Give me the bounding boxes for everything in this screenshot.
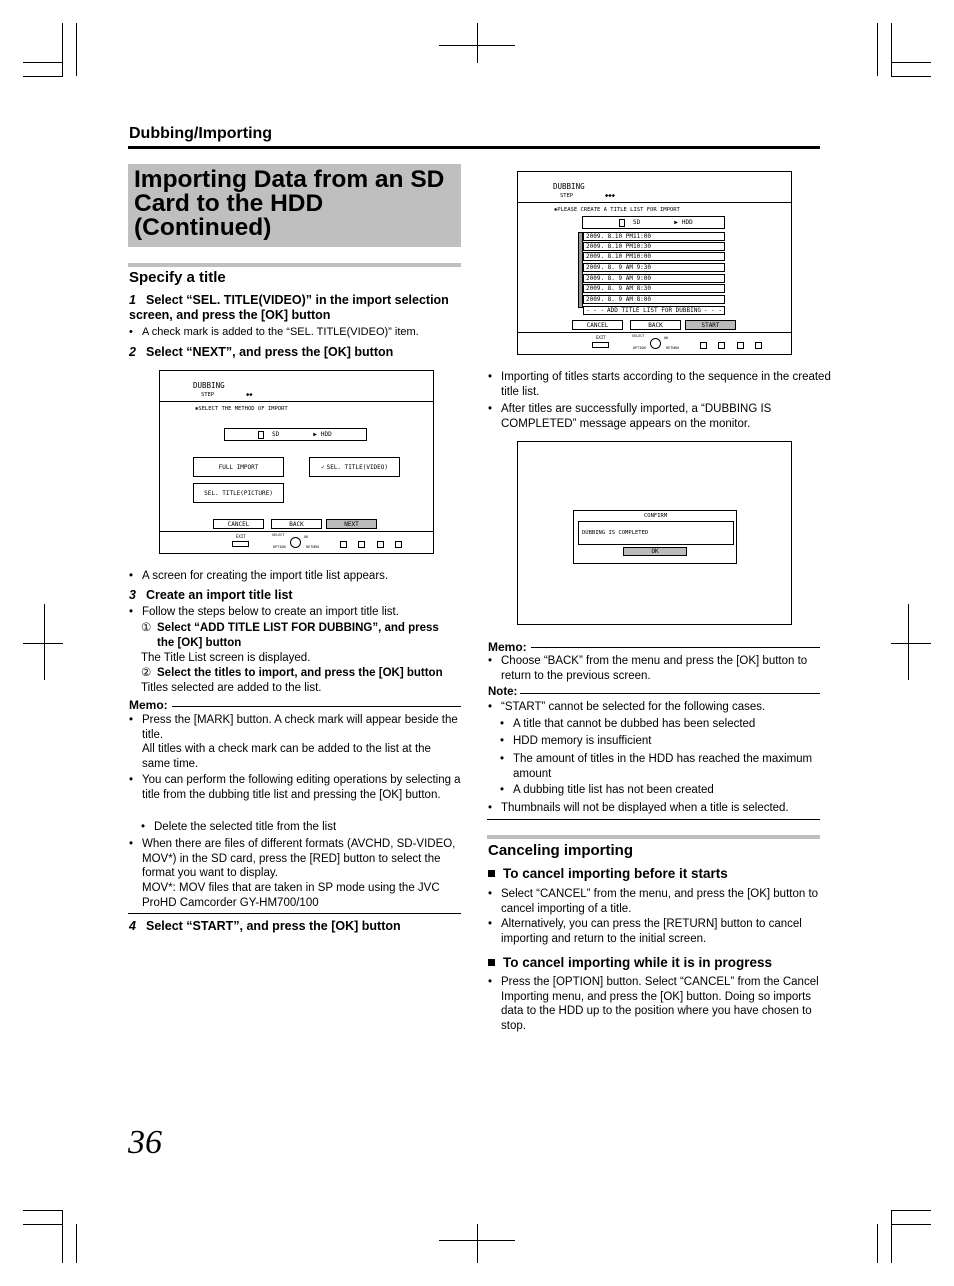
crop-mark <box>891 1210 892 1263</box>
crop-mark <box>23 643 63 644</box>
add-title-list-button[interactable] <box>583 306 725 315</box>
cancel-item: • Alternatively, you can press the [RETURN] button to cancel importing and return to the initial screen. <box>488 917 831 946</box>
substep-text: Select “ADD TITLE LIST FOR DUBBING”, and press the [OK] button <box>157 622 439 649</box>
crop-mark <box>891 643 931 644</box>
subsection-heading <box>488 955 772 970</box>
title-row[interactable]: 2009. 8. 9 AM 8:00 <box>583 295 725 304</box>
during-heading-text: To cancel importing while it is in progress <box>503 955 773 970</box>
exit-label: EXIT <box>236 534 246 539</box>
substep-2 <box>141 666 471 681</box>
title-row[interactable]: 2009. 8.10 PM11:00 <box>583 232 725 241</box>
note-subitem: • HDD memory is insufficient <box>500 734 831 749</box>
sd-card-icon <box>619 219 625 227</box>
ok-button[interactable]: OK <box>623 547 687 556</box>
screenshot-title-list <box>517 171 792 355</box>
screenshot-method-select <box>159 370 434 554</box>
sel-title-picture-button[interactable]: SEL. TITLE(PICTURE) <box>193 483 284 503</box>
step-text: Select “SEL. TITLE(VIDEO)” in the import selection screen, and press the [OK] button <box>129 293 449 322</box>
return-label: RETURN <box>666 346 679 350</box>
start-button[interactable]: START <box>685 320 736 330</box>
dpad-icon <box>650 338 661 349</box>
crop-mark <box>891 62 931 63</box>
crop-mark <box>891 1224 931 1225</box>
next-button[interactable]: NEXT <box>326 519 377 529</box>
full-import-button[interactable]: FULL IMPORT <box>193 457 284 477</box>
step-number: 1 <box>129 293 136 307</box>
ok-label: OK <box>664 336 669 340</box>
crop-mark <box>62 1210 63 1263</box>
screen-divider <box>160 531 433 532</box>
arrow-right-icon: ▶ <box>674 219 678 226</box>
memo-item: • You can perform the following editing operations by selecting a title from the dubbing title list and pressing the [OK] button. <box>129 773 472 802</box>
screen-step-dots: ◆◆◆ <box>605 193 615 199</box>
before-heading-text: To cancel importing before it starts <box>503 866 728 881</box>
memo-label: Memo: <box>129 698 168 712</box>
note-subitem: • A title that cannot be dubbed has been selected <box>500 717 831 732</box>
memo-item: • Press the [MARK] button. A check mark will appear beside the title. <box>129 713 472 742</box>
crop-mark <box>23 1224 63 1225</box>
color-key-icon <box>358 541 365 548</box>
dash-icon: - - - <box>703 307 722 314</box>
confirm-dialog <box>573 510 737 564</box>
crop-mark <box>477 23 478 63</box>
memo-item-continued: All titles with a check mark can be added to the list at the same time. <box>142 743 431 770</box>
color-key-icon <box>737 342 744 349</box>
section-bar <box>487 835 820 839</box>
step-4 <box>129 919 459 934</box>
step-3 <box>129 588 459 603</box>
memo-item: • When there are files of different formats (AVCHD, SD-VIDEO, MOV*) in the SD card, press the [RED] button to select the format you want to display. <box>129 837 472 881</box>
option-label: OPTION <box>273 545 286 549</box>
color-key-icon <box>755 342 762 349</box>
title-row[interactable]: 2009. 8. 9 AM 9:30 <box>583 263 725 272</box>
memo-rule <box>531 647 820 648</box>
exit-key-icon <box>232 541 249 547</box>
option-label: OPTION <box>633 346 646 350</box>
note-subitem: • The amount of titles in the HDD has reached the maximum amount <box>500 752 831 781</box>
memo-end-rule <box>128 913 461 914</box>
substep-2-text: Titles selected are added to the list. <box>141 682 322 694</box>
info-item: • Importing of titles starts according to the sequence in the created title list. <box>488 370 831 399</box>
return-label: RETURN <box>306 545 319 549</box>
info-item: • After titles are successfully imported, a “DUBBING IS COMPLETED” message appears on the monitor. <box>488 402 831 431</box>
check-icon: ✓ <box>320 463 325 471</box>
substep-text: Select the titles to import, and press the [OK] button <box>157 667 443 679</box>
canceling-heading: Canceling importing <box>488 842 634 859</box>
screen-step-dots: ◆◆ <box>246 392 253 398</box>
color-key-icon <box>340 541 347 548</box>
note-item: • Thumbnails will not be displayed when a title is selected. <box>488 801 831 816</box>
destination-label: HDD <box>681 219 693 226</box>
source-label: SD <box>633 219 641 226</box>
memo-subitem: • Delete the selected title from the list <box>141 820 472 835</box>
substep-marker: ② <box>141 667 152 679</box>
screen-prompt: ✱PLEASE CREATE A TITLE LIST FOR IMPORT <box>554 207 680 213</box>
step-2-note: • A screen for creating the import title list appears. <box>129 569 472 584</box>
header-rule <box>128 146 820 149</box>
screen-step: STEP <box>201 392 215 398</box>
note-end-rule <box>487 819 820 820</box>
memo-item-continued: MOV*: MOV files that are taken in SP mode using the JVC ProHD Camcorder GY-HM700/100 <box>142 882 440 909</box>
crop-mark <box>891 23 892 76</box>
note-subitem: • A dubbing title list has not been created <box>500 783 831 798</box>
crop-mark <box>877 23 878 76</box>
note-label: Note: <box>488 686 518 698</box>
exit-key-icon <box>592 342 609 348</box>
section-bar <box>128 263 461 267</box>
specify-heading: Specify a title <box>129 269 226 286</box>
crop-mark <box>877 1224 878 1263</box>
substep-1-text: The Title List screen is displayed. <box>141 652 311 664</box>
screenshot-dubbing-completed <box>517 441 792 625</box>
sd-card-icon <box>258 431 264 439</box>
source-destination-box <box>582 216 725 229</box>
step-1-note: • A check mark is added to the “SEL. TITLE(VIDEO)” item. <box>129 325 472 340</box>
back-button[interactable]: BACK <box>630 320 681 330</box>
memo-item: • Choose “BACK” from the menu and press the [OK] button to return to the previous screen. <box>488 654 831 683</box>
sel-title-video-label: SEL. TITLE(VIDEO) <box>326 463 389 471</box>
crop-mark <box>76 1224 77 1263</box>
step-text: Select “NEXT”, and press the [OK] button <box>146 345 394 359</box>
destination-label: HDD <box>320 431 332 438</box>
crop-mark <box>891 76 931 77</box>
page-title: Importing Data from an SD Card to the HDD (Continued) <box>134 166 445 241</box>
screen-divider <box>160 401 433 402</box>
color-key-icon <box>395 541 402 548</box>
cancel-item: • Press the [OPTION] button. Select “CANCEL” from the Cancel Importing menu, and press the [OK] button. Doing so imports data to the HDD up to the position where you have chosen to stop. <box>488 975 823 1033</box>
memo-rule <box>172 706 461 707</box>
square-bullet-icon <box>488 959 495 966</box>
title-row[interactable]: 2009. 8. 9 AM 8:30 <box>583 284 725 293</box>
source-destination-box <box>224 428 367 441</box>
back-button[interactable]: BACK <box>271 519 322 529</box>
step-text: Select “START”, and press the [OK] button <box>146 919 401 933</box>
ok-label: OK <box>304 535 309 539</box>
step-3-note: • Follow the steps below to create an import title list. <box>129 605 472 620</box>
crop-mark <box>23 1210 63 1211</box>
crop-mark <box>23 62 63 63</box>
screen-divider <box>518 202 791 203</box>
title-row[interactable]: 2009. 8.10 PM10:30 <box>583 242 725 251</box>
page-title-box <box>128 164 461 247</box>
square-bullet-icon <box>488 870 495 877</box>
title-row[interactable]: 2009. 8. 9 AM 9:00 <box>583 274 725 283</box>
add-title-list-label: ADD TITLE LIST FOR DUBBING <box>607 307 701 314</box>
select-label: SELECT <box>632 334 645 338</box>
crop-mark <box>891 1210 931 1211</box>
screen-title: DUBBING <box>553 182 585 191</box>
sel-title-video-button[interactable] <box>309 457 400 477</box>
substep-1 <box>141 621 459 650</box>
page-number: 36 <box>128 1124 162 1161</box>
select-label: SELECT <box>272 533 285 537</box>
source-label: SD <box>272 431 280 438</box>
dpad-icon <box>290 537 301 548</box>
note-rule <box>520 693 820 694</box>
dialog-message: DUBBING IS COMPLETED <box>582 530 649 536</box>
screen-divider <box>518 332 791 333</box>
crop-mark <box>477 1224 478 1263</box>
step-2 <box>129 345 459 360</box>
screen-step: STEP <box>560 193 574 199</box>
subsection-heading <box>488 866 728 881</box>
color-key-icon <box>700 342 707 349</box>
screen-prompt: ✱SELECT THE METHOD OF IMPORT <box>195 406 288 412</box>
crop-mark <box>76 23 77 76</box>
section-heading: Dubbing/Importing <box>129 125 273 142</box>
note-item: • “START” cannot be selected for the following cases. <box>488 700 831 715</box>
step-1 <box>129 293 459 323</box>
step-text: Create an import title list <box>146 588 293 602</box>
crop-mark <box>62 23 63 76</box>
exit-label: EXIT <box>596 335 606 340</box>
dash-icon: - - - <box>586 307 605 314</box>
step-number: 2 <box>129 345 136 359</box>
cancel-item: • Select “CANCEL” from the menu, and press the [OK] button to cancel importing of a title. <box>488 887 831 916</box>
color-key-icon <box>718 342 725 349</box>
step-number: 3 <box>129 588 136 602</box>
crop-mark <box>908 604 909 680</box>
step-number: 4 <box>129 919 136 933</box>
memo-label: Memo: <box>488 640 527 654</box>
crop-mark <box>44 604 45 680</box>
cancel-button[interactable]: CANCEL <box>572 320 623 330</box>
title-row[interactable]: 2009. 8.10 PM10:00 <box>583 252 725 261</box>
color-key-icon <box>377 541 384 548</box>
arrow-right-icon: ▶ <box>313 431 317 438</box>
crop-mark <box>23 76 63 77</box>
screen-title: DUBBING <box>193 381 225 390</box>
cancel-button[interactable]: CANCEL <box>213 519 264 529</box>
substep-marker: ① <box>141 622 152 634</box>
dialog-title: CONFIRM <box>644 513 668 519</box>
